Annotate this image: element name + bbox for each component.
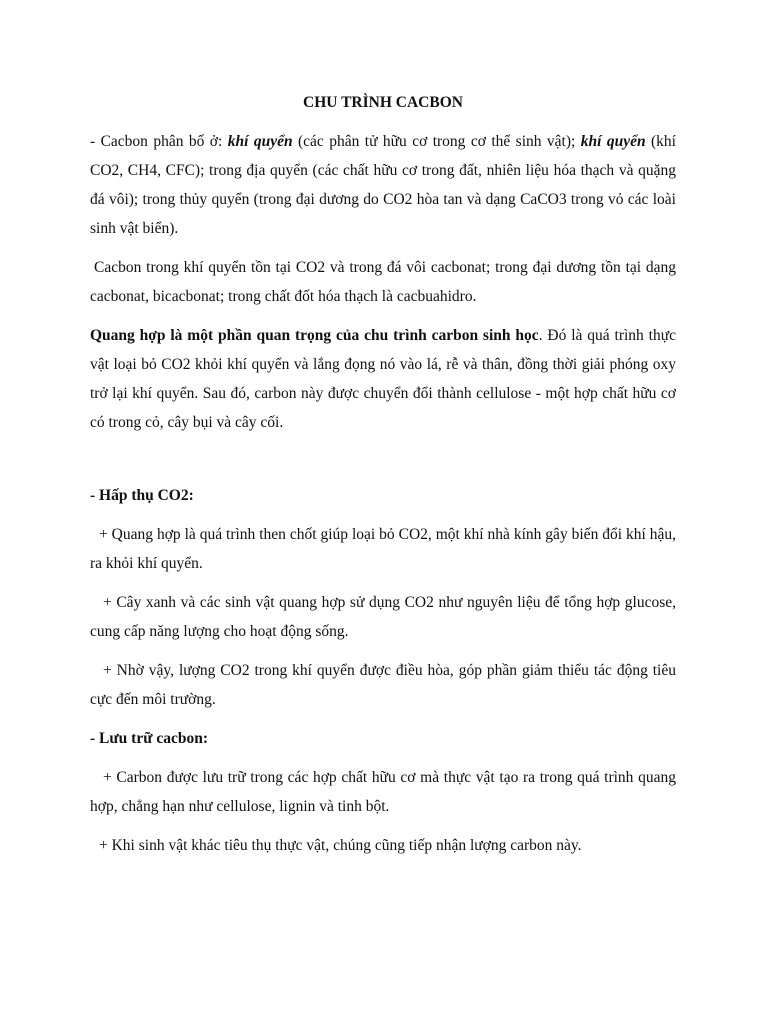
bold-lead-sentence: Quang hợp là một phần quan trọng của chu trình carbon sinh học <box>90 327 539 344</box>
paragraph-carbon-distribution <box>90 127 676 243</box>
emphasis-term: khí quyển <box>580 133 646 150</box>
paragraph-photosynthesis <box>90 321 676 437</box>
list-item: + Nhờ vậy, lượng CO2 trong khí quyển được điều hòa, góp phần giảm thiểu tác động tiêu cực đến môi trường. <box>90 662 676 708</box>
emphasis-term: khí quyển <box>227 133 293 150</box>
list-item: + Cây xanh và các sinh vật quang hợp sử dụng CO2 như nguyên liệu để tổng hợp glucose, cung cấp năng lượng cho hoạt động sống. <box>90 594 676 640</box>
list-item: + Khi sinh vật khác tiêu thụ thực vật, chúng cũng tiếp nhận lượng carbon này. <box>99 837 582 854</box>
list-item: + Quang hợp là quá trình then chốt giúp loại bỏ CO2, một khí nhà kính gây biến đổi khí hậu, ra khỏi khí quyển. <box>90 526 676 572</box>
list-item: + Carbon được lưu trữ trong các hợp chất hữu cơ mà thực vật tạo ra trong quá trình quang hợp, chẳng hạn như cellulose, lignin và tinh bột. <box>90 769 676 815</box>
paragraph-text: - Cacbon phân bố ở: <box>90 133 228 150</box>
document-page <box>90 92 676 870</box>
section-heading-carbon-storage: - Lưu trữ cacbon: <box>90 730 209 747</box>
paragraph-text: (các phân tử hữu cơ trong cơ thể sinh vật); <box>292 133 581 150</box>
section-heading-co2-absorption: - Hấp thụ CO2: <box>90 487 194 504</box>
blank-line <box>90 447 676 476</box>
paragraph-text: (khí CO2, CH4, CFC); trong địa quyển (các chất hữu cơ trong đất, nhiên liệu hóa thạch và quặng đá vôi); trong thủy quyển (trong đại dương do CO2 hòa tan và dạng CaCO3 trong vỏ các loài sinh vật biển). <box>90 133 676 237</box>
document-title: CHU TRÌNH CACBON <box>303 94 463 111</box>
paragraph-text: . Đó là quá trình thực vật loại bỏ CO2 khỏi khí quyển và lắng đọng nó vào lá, rễ và thân, đồng thời giải phóng oxy trở lại khí quyển. Sau đó, carbon này được chuyển đổi thành cellulose - một hợp chất hữu cơ có trong cỏ, cây bụi và cây cối. <box>90 327 676 431</box>
paragraph-carbon-forms: Cacbon trong khí quyển tồn tại CO2 và trong đá vôi cacbonat; trong đại dương tồn tại dạng cacbonat, bicacbonat; trong chất đốt hóa thạch là cacbuahidro. <box>90 259 676 305</box>
